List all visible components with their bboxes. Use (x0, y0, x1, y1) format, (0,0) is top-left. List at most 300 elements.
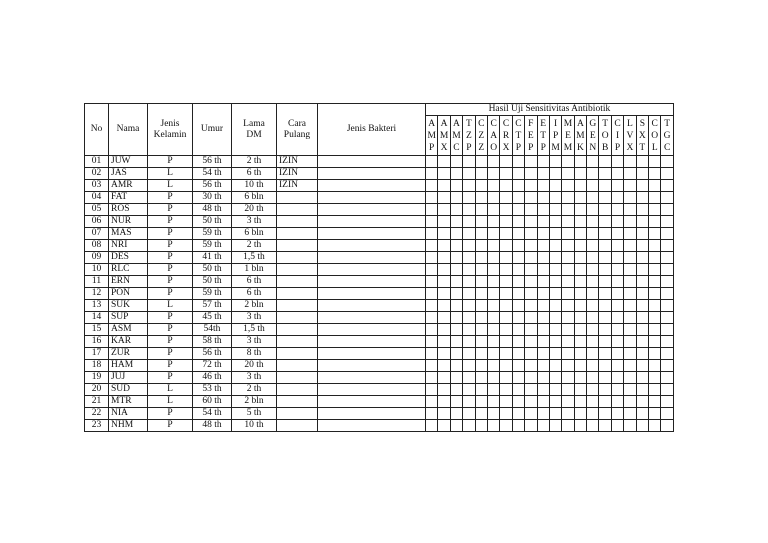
cell-sensitivity (512, 240, 524, 252)
cell-sensitivity (549, 348, 561, 360)
cell-sensitivity (611, 384, 623, 396)
cell-sensitivity (574, 324, 586, 336)
cell-sensitivity (611, 156, 623, 168)
cell-sensitivity (487, 420, 499, 432)
cell-sensitivity (500, 384, 512, 396)
table-row (85, 420, 674, 432)
cell-sensitivity (426, 324, 438, 336)
cell-sensitivity (599, 372, 611, 384)
cell-sensitivity (636, 384, 648, 396)
cell-sensitivity (574, 180, 586, 192)
cell-sensitivity (624, 324, 636, 336)
cell-sensitivity (463, 228, 475, 240)
cell-sensitivity (649, 384, 661, 396)
antibiotic-letter: C (515, 118, 522, 129)
cell-sensitivity (587, 252, 599, 264)
cell-sensitivity (624, 192, 636, 204)
cell-sensitivity (450, 300, 462, 312)
cell-jenis-kelamin: P (148, 348, 193, 360)
cell-cara-pulang (277, 216, 318, 228)
cell-sensitivity (624, 312, 636, 324)
cell-nama: NHM (109, 420, 148, 432)
cell-sensitivity (475, 192, 487, 204)
cell-jenis-kelamin: P (148, 156, 193, 168)
cell-sensitivity (649, 336, 661, 348)
cell-sensitivity (611, 240, 623, 252)
cell-sensitivity (537, 216, 549, 228)
cell-sensitivity (549, 276, 561, 288)
cell-sensitivity (549, 420, 561, 432)
table-row (85, 192, 674, 204)
cell-nama: SUP (109, 312, 148, 324)
cell-umur: 57 th (193, 300, 232, 312)
cell-sensitivity (500, 156, 512, 168)
cell-umur: 53 th (193, 384, 232, 396)
cell-sensitivity (636, 324, 648, 336)
cell-sensitivity (549, 240, 561, 252)
cell-sensitivity (512, 396, 524, 408)
cell-sensitivity (463, 348, 475, 360)
cell-sensitivity (426, 264, 438, 276)
cell-sensitivity (636, 396, 648, 408)
cell-umur: 60 th (193, 396, 232, 408)
cell-sensitivity (426, 300, 438, 312)
cell-sensitivity (587, 192, 599, 204)
cell-jenis-kelamin: P (148, 216, 193, 228)
cell-sensitivity (500, 372, 512, 384)
cell-nama: SUK (109, 300, 148, 312)
cell-sensitivity (574, 348, 586, 360)
table-row (85, 240, 674, 252)
cell-sensitivity (475, 180, 487, 192)
cell-sensitivity (475, 204, 487, 216)
cell-umur: 50 th (193, 216, 232, 228)
cell-sensitivity (562, 180, 574, 192)
cell-sensitivity (562, 336, 574, 348)
cell-sensitivity (611, 204, 623, 216)
cell-sensitivity (599, 216, 611, 228)
cell-jenis-kelamin: L (148, 180, 193, 192)
header-line: Kelamin (153, 129, 187, 140)
cell-sensitivity (450, 180, 462, 192)
cell-sensitivity (512, 300, 524, 312)
cell-lama-dm: 6 bln (232, 228, 277, 240)
cell-lama-dm: 1 bln (232, 264, 277, 276)
cell-sensitivity (549, 408, 561, 420)
cell-sensitivity (649, 180, 661, 192)
cell-umur: 41 th (193, 252, 232, 264)
cell-sensitivity (562, 168, 574, 180)
cell-jenis-bakteri (318, 228, 426, 240)
cell-sensitivity (512, 252, 524, 264)
table-row (85, 396, 674, 408)
header-line: Jenis (160, 118, 180, 129)
cell-jenis-kelamin: P (148, 204, 193, 216)
cell-sensitivity (426, 180, 438, 192)
cell-sensitivity (426, 336, 438, 348)
antibiotic-header (649, 116, 661, 156)
cell-sensitivity (426, 396, 438, 408)
cell-sensitivity (624, 204, 636, 216)
cell-sensitivity (587, 288, 599, 300)
cell-sensitivity (426, 228, 438, 240)
cell-sensitivity (512, 336, 524, 348)
cell-jenis-kelamin: P (148, 312, 193, 324)
cell-sensitivity (438, 288, 450, 300)
cell-sensitivity (426, 192, 438, 204)
table-row (85, 408, 674, 420)
cell-sensitivity (661, 204, 673, 216)
antibiotic-letter: B (601, 142, 609, 153)
cell-sensitivity (537, 156, 549, 168)
cell-jenis-bakteri (318, 276, 426, 288)
cell-sensitivity (487, 264, 499, 276)
cell-sensitivity (587, 240, 599, 252)
cell-sensitivity (599, 192, 611, 204)
cell-sensitivity (463, 420, 475, 432)
cell-sensitivity (426, 348, 438, 360)
cell-umur: 45 th (193, 312, 232, 324)
cell-no: 17 (85, 348, 109, 360)
cell-sensitivity (549, 180, 561, 192)
cell-no: 13 (85, 300, 109, 312)
cell-sensitivity (525, 324, 537, 336)
cell-sensitivity (649, 348, 661, 360)
cell-jenis-kelamin: P (148, 420, 193, 432)
cell-sensitivity (487, 336, 499, 348)
cell-sensitivity (661, 168, 673, 180)
cell-jenis-bakteri (318, 300, 426, 312)
cell-no: 04 (85, 192, 109, 204)
cell-lama-dm: 10 th (232, 420, 277, 432)
cell-no: 02 (85, 168, 109, 180)
cell-sensitivity (661, 216, 673, 228)
cell-sensitivity (587, 348, 599, 360)
cell-sensitivity (426, 240, 438, 252)
cell-sensitivity (587, 228, 599, 240)
cell-sensitivity (587, 180, 599, 192)
cell-sensitivity (438, 312, 450, 324)
cell-sensitivity (500, 252, 512, 264)
cell-sensitivity (587, 204, 599, 216)
cell-sensitivity (599, 396, 611, 408)
cell-jenis-bakteri (318, 420, 426, 432)
cell-sensitivity (599, 288, 611, 300)
cell-sensitivity (438, 396, 450, 408)
cell-sensitivity (426, 420, 438, 432)
antibiotic-header (611, 116, 623, 156)
cell-sensitivity (661, 336, 673, 348)
cell-sensitivity (537, 300, 549, 312)
cell-sensitivity (512, 180, 524, 192)
cell-sensitivity (661, 348, 673, 360)
antibiotic-letter: R (502, 130, 510, 141)
cell-lama-dm: 3 th (232, 372, 277, 384)
cell-sensitivity (450, 240, 462, 252)
cell-sensitivity (562, 372, 574, 384)
cell-cara-pulang (277, 240, 318, 252)
col-header-nama: Nama (109, 104, 148, 156)
cell-sensitivity (537, 276, 549, 288)
cell-umur: 48 th (193, 420, 232, 432)
cell-sensitivity (525, 276, 537, 288)
cell-cara-pulang (277, 420, 318, 432)
cell-sensitivity (487, 240, 499, 252)
cell-sensitivity (611, 288, 623, 300)
cell-sensitivity (537, 204, 549, 216)
cell-sensitivity (463, 288, 475, 300)
cell-sensitivity (537, 360, 549, 372)
cell-cara-pulang (277, 192, 318, 204)
cell-sensitivity (549, 288, 561, 300)
cell-sensitivity (661, 180, 673, 192)
cell-sensitivity (487, 168, 499, 180)
antibiotic-header (450, 116, 462, 156)
cell-jenis-bakteri (318, 288, 426, 300)
cell-sensitivity (450, 228, 462, 240)
cell-sensitivity (574, 276, 586, 288)
cell-sensitivity (624, 180, 636, 192)
table-row (85, 276, 674, 288)
cell-sensitivity (562, 204, 574, 216)
antibiotic-letter: I (554, 118, 558, 129)
cell-sensitivity (537, 336, 549, 348)
antibiotic-letter: X (626, 142, 634, 153)
cell-jenis-bakteri (318, 240, 426, 252)
cell-sensitivity (574, 288, 586, 300)
cell-sensitivity (624, 252, 636, 264)
antibiotic-letter: C (502, 118, 510, 129)
cell-sensitivity (438, 408, 450, 420)
cell-sensitivity (525, 192, 537, 204)
cell-no: 03 (85, 180, 109, 192)
cell-umur: 46 th (193, 372, 232, 384)
cell-sensitivity (649, 276, 661, 288)
cell-jenis-bakteri (318, 372, 426, 384)
cell-sensitivity (463, 168, 475, 180)
cell-lama-dm: 20 th (232, 204, 277, 216)
cell-sensitivity (450, 348, 462, 360)
cell-sensitivity (500, 228, 512, 240)
cell-sensitivity (636, 156, 648, 168)
cell-sensitivity (475, 216, 487, 228)
cell-sensitivity (624, 216, 636, 228)
cell-sensitivity (611, 300, 623, 312)
antibiotic-letter: P (466, 142, 472, 153)
cell-jenis-bakteri (318, 156, 426, 168)
cell-sensitivity (624, 336, 636, 348)
cell-sensitivity (537, 240, 549, 252)
cell-sensitivity (438, 156, 450, 168)
antibiotic-header (549, 116, 561, 156)
cell-lama-dm: 6 th (232, 276, 277, 288)
table-row (85, 180, 674, 192)
cell-sensitivity (574, 300, 586, 312)
cell-sensitivity (475, 336, 487, 348)
cell-sensitivity (450, 204, 462, 216)
cell-sensitivity (500, 396, 512, 408)
cell-sensitivity (537, 228, 549, 240)
cell-sensitivity (549, 300, 561, 312)
table-row (85, 168, 674, 180)
cell-no: 18 (85, 360, 109, 372)
cell-sensitivity (562, 360, 574, 372)
antibiotic-letter: P (429, 142, 435, 153)
antibiotic-header (438, 116, 450, 156)
cell-sensitivity (512, 372, 524, 384)
cell-sensitivity (500, 336, 512, 348)
cell-sensitivity (537, 396, 549, 408)
cell-sensitivity (624, 240, 636, 252)
cell-sensitivity (661, 240, 673, 252)
cell-sensitivity (438, 204, 450, 216)
cell-sensitivity (512, 228, 524, 240)
cell-sensitivity (426, 168, 438, 180)
cell-jenis-kelamin: P (148, 228, 193, 240)
cell-sensitivity (649, 204, 661, 216)
cell-sensitivity (562, 276, 574, 288)
antibiotic-letter: P (540, 142, 546, 153)
cell-sensitivity (475, 324, 487, 336)
antibiotic-header (475, 116, 487, 156)
cell-sensitivity (661, 276, 673, 288)
cell-cara-pulang (277, 204, 318, 216)
cell-nama: AMR (109, 180, 148, 192)
cell-lama-dm: 3 th (232, 312, 277, 324)
col-header-lama-dm (232, 104, 277, 156)
cell-sensitivity (549, 168, 561, 180)
cell-sensitivity (426, 372, 438, 384)
cell-sensitivity (487, 396, 499, 408)
cell-sensitivity (562, 324, 574, 336)
cell-sensitivity (450, 408, 462, 420)
cell-sensitivity (512, 384, 524, 396)
table-row (85, 348, 674, 360)
cell-sensitivity (537, 312, 549, 324)
cell-sensitivity (649, 240, 661, 252)
cell-nama: ERN (109, 276, 148, 288)
cell-sensitivity (549, 324, 561, 336)
cell-nama: JUW (109, 156, 148, 168)
cell-sensitivity (475, 348, 487, 360)
table-row (85, 360, 674, 372)
cell-jenis-kelamin: P (148, 252, 193, 264)
cell-sensitivity (512, 192, 524, 204)
antibiotic-letter: T (602, 118, 609, 129)
cell-sensitivity (649, 216, 661, 228)
cell-sensitivity (611, 252, 623, 264)
cell-sensitivity (463, 384, 475, 396)
cell-sensitivity (587, 276, 599, 288)
cell-sensitivity (661, 300, 673, 312)
cell-jenis-kelamin: P (148, 336, 193, 348)
antibiotic-letter: T (664, 118, 671, 129)
cell-sensitivity (611, 312, 623, 324)
cell-sensitivity (426, 312, 438, 324)
antibiotic-letter: T (639, 142, 646, 153)
cell-sensitivity (587, 300, 599, 312)
cell-nama: FAT (109, 192, 148, 204)
antibiotic-letter: N (589, 142, 597, 153)
cell-jenis-kelamin: P (148, 372, 193, 384)
cell-sensitivity (438, 216, 450, 228)
cell-jenis-bakteri (318, 336, 426, 348)
cell-sensitivity (426, 204, 438, 216)
cell-sensitivity (624, 228, 636, 240)
cell-sensitivity (450, 216, 462, 228)
cell-sensitivity (574, 240, 586, 252)
cell-sensitivity (500, 348, 512, 360)
cell-sensitivity (624, 384, 636, 396)
header-line: DM (246, 129, 262, 140)
cell-sensitivity (500, 324, 512, 336)
cell-sensitivity (574, 336, 586, 348)
cell-no: 10 (85, 264, 109, 276)
antibiotic-letter: A (428, 118, 436, 129)
cell-sensitivity (549, 228, 561, 240)
cell-sensitivity (426, 252, 438, 264)
sensitivity-table (84, 103, 674, 432)
cell-sensitivity (537, 372, 549, 384)
cell-sensitivity (661, 312, 673, 324)
table-row (85, 252, 674, 264)
table-row (85, 384, 674, 396)
cell-sensitivity (636, 348, 648, 360)
cell-lama-dm: 3 th (232, 216, 277, 228)
cell-sensitivity (487, 276, 499, 288)
cell-nama: ROS (109, 204, 148, 216)
cell-sensitivity (537, 384, 549, 396)
col-header-hasil-uji: Hasil Uji Sensitivitas Antibiotik (426, 104, 674, 116)
cell-sensitivity (475, 276, 487, 288)
cell-sensitivity (450, 252, 462, 264)
cell-sensitivity (587, 420, 599, 432)
table-row (85, 264, 674, 276)
cell-sensitivity (574, 384, 586, 396)
cell-sensitivity (512, 276, 524, 288)
cell-sensitivity (562, 396, 574, 408)
cell-sensitivity (438, 420, 450, 432)
cell-sensitivity (487, 192, 499, 204)
cell-umur: 54 th (193, 408, 232, 420)
cell-sensitivity (624, 408, 636, 420)
cell-no: 21 (85, 396, 109, 408)
antibiotic-letter: T (515, 130, 522, 141)
antibiotic-header (487, 116, 499, 156)
antibiotic-letter: Z (478, 142, 485, 153)
cell-cara-pulang (277, 360, 318, 372)
cell-jenis-kelamin: P (148, 240, 193, 252)
cell-sensitivity (487, 288, 499, 300)
cell-sensitivity (426, 156, 438, 168)
cell-sensitivity (574, 360, 586, 372)
cell-sensitivity (587, 156, 599, 168)
cell-sensitivity (525, 384, 537, 396)
cell-sensitivity (525, 156, 537, 168)
cell-sensitivity (624, 360, 636, 372)
antibiotic-header (599, 116, 611, 156)
cell-sensitivity (512, 216, 524, 228)
cell-sensitivity (438, 240, 450, 252)
cell-sensitivity (463, 216, 475, 228)
cell-sensitivity (537, 192, 549, 204)
cell-nama: KAR (109, 336, 148, 348)
cell-sensitivity (475, 168, 487, 180)
cell-no: 20 (85, 384, 109, 396)
cell-sensitivity (438, 384, 450, 396)
cell-sensitivity (512, 204, 524, 216)
cell-sensitivity (549, 216, 561, 228)
